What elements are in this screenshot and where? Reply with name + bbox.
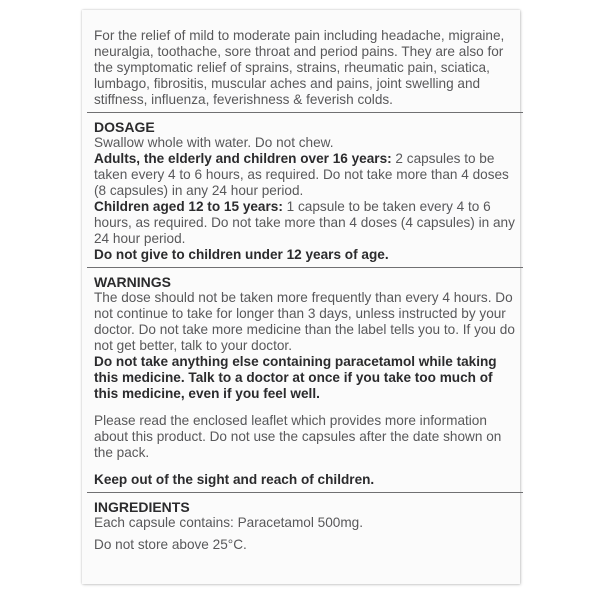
warnings-text: The dose should not be taken more frequently than every 4 hours. Do not continue to take for longer than 3 days, unless instructed by your doctor. Do not take more medicine than the label tells you to. If you do not get better, talk to your doctor. [94, 290, 515, 353]
ingredients-section [94, 495, 516, 553]
keep-out-of-reach: Keep out of the sight and reach of children. [94, 472, 375, 487]
dosage-under12-warning: Do not give to children under 12 years of age. [94, 247, 389, 262]
dosage-section [94, 115, 516, 263]
dosage-children-label: Children aged 12 to 15 years: [94, 199, 283, 214]
section-divider [87, 267, 523, 268]
medicine-label-panel [82, 10, 520, 584]
dosage-children [94, 199, 516, 247]
storage-text: Do not store above 25°C. [94, 537, 247, 552]
dosage-swallow-text: Swallow whole with water. Do not chew. [94, 135, 334, 150]
dosage-adults-text: 2 capsules to be taken every 4 to 6 hours, as required. Do not take more than 4 doses (8 capsules) in any 24 hour period. [94, 151, 509, 198]
dosage-adults-label: Adults, the elderly and children over 16 years: [94, 151, 392, 166]
dosage-children-text: 1 capsule to be taken every 4 to 6 hours, as required. Do not take more than 4 doses (4 capsules) in any 24 hour period. [94, 199, 515, 246]
section-divider [87, 492, 523, 493]
ingredients-capsule: Each capsule contains: Paracetamol 500mg. [94, 515, 364, 530]
section-divider [87, 112, 523, 113]
leaflet-text: Please read the enclosed leaflet which provides more information about this product. Do not use the capsules after the date shown on the pack. [94, 413, 502, 460]
ingredients-heading: INGREDIENTS [94, 499, 190, 515]
dosage-heading: DOSAGE [94, 119, 155, 135]
label-content [94, 28, 516, 553]
paracetamol-warning: Do not take anything else containing paracetamol while taking this medicine. Talk to a doctor at once if you take too much of this medicine, even if you feel well. [94, 354, 497, 401]
indications-text: For the relief of mild to moderate pain including headache, migraine, neuralgia, toothache, sore throat and period pains. They are also for the symptomatic relief of sprains, strains, rheumatic pain, sciatica, lumbago, fibrositis, muscular aches and pains, joint swelling and stiffness, influenza, feverishness & feverish colds. [94, 28, 505, 107]
warnings-heading: WARNINGS [94, 274, 171, 290]
dosage-adults [94, 151, 516, 199]
warnings-section [94, 270, 516, 488]
